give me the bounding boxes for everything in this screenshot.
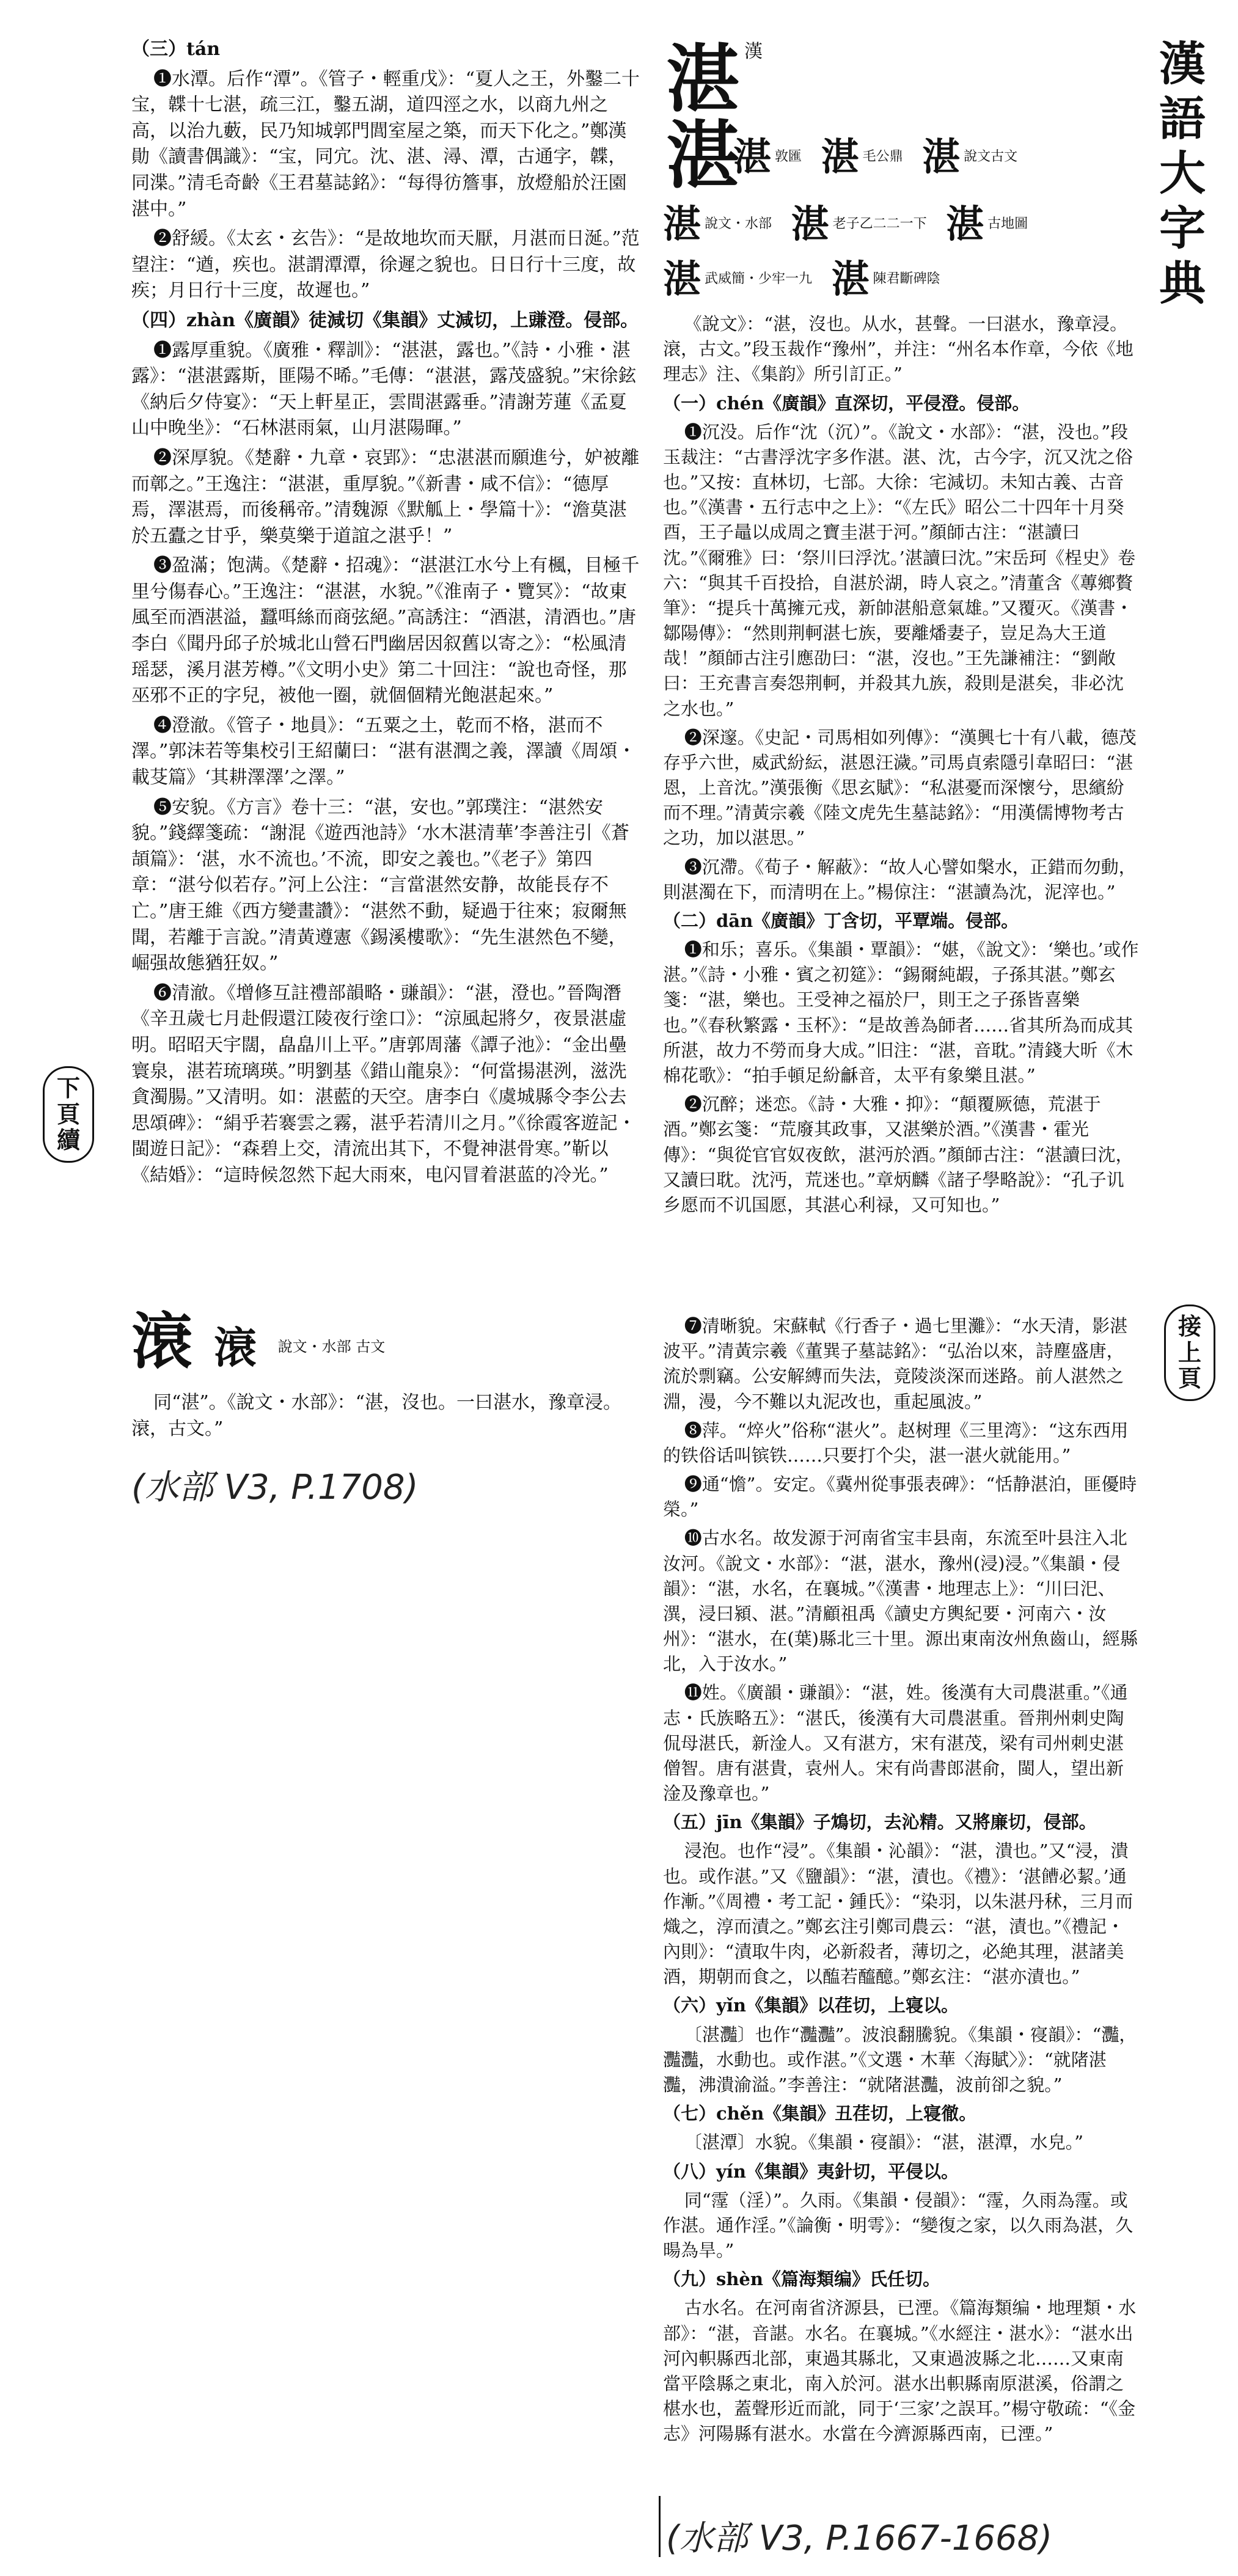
- reading-heading: （六）yǐn《集韻》以荏切，上寝以。: [663, 1995, 959, 2016]
- masthead-char: 字: [1159, 201, 1206, 256]
- continued-from-previous-mark: [1164, 1304, 1215, 1401]
- seal-caption: 說文・水部: [705, 216, 772, 232]
- second-head-caption: 說文・水部 古文: [277, 1338, 386, 1356]
- sense-paragraph: ❽萍。“焠火”俗称“湛火”。赵树理《三里湾》：“这东西用的铁俗话叫镔铁……只要打个尖，湛一湛火就能用。”: [663, 1419, 1129, 1466]
- sense-paragraph: ❷深邃。《史記・司馬相如列傳》：“漢興七十有八載，德茂存乎六世，威武紛紜，湛恩汪濊。”司馬貞索隱引韋昭曰：“湛恩，上音沈。”漢張衡《思玄賦》：“私湛憂而深懷兮，思繽紛而不理。”清黃宗羲《陸文虎先生墓誌銘》：“用漢儒博物考古之功，加以湛思。”: [663, 726, 1137, 849]
- sense-paragraph: 浸泡。也作“浸”。《集韻・沁韻》：“湛，潰也。”又“浸，潰也。或作湛。”又《鹽韻》：“湛，漬也。《禮》：‘湛𩞄必絜。’通作漸。”《周禮・考工記・鍾氏》：“染羽，以朱湛丹秫，三月而熾之，淳而漬之。”鄭玄注引鄭司農云：“湛，漬也。”《禮記・內則》：“漬取牛肉，必新殺者，薄切之，必絶其理，湛諸美酒，期朝而食之，以醢若醯醷。”鄭玄注：“湛亦漬也。”: [663, 1840, 1134, 1988]
- sense-paragraph: 〔湛灩〕也作“灩灩”。波浪翻騰貌。《集韻・寑韻》：“灩，灩灩，水動也。或作湛。”《文選・木華〈海賦〉》：“就陼湛灩，沸潰渝溢。”李善注：“就陼湛灩，波前卻之貌。”: [663, 2024, 1137, 2095]
- seal-caption: 老子乙二二一下: [832, 216, 927, 232]
- sense-paragraph: ❶露厚重貌。《廣雅・釋訓》：“湛湛，露也。”《詩・小雅・湛露》：“湛湛露斯，匪陽不晞。”毛傳：“湛湛，露茂盛貌。”宋徐鉉《納后夕侍宴》：“天上軒星正，雲間湛露垂。”清謝芳蓮《孟夏山中晚坐》：“石林湛雨氣，山月湛陽暉。”: [131, 339, 637, 439]
- sense-paragraph: ❺安貌。《方言》卷十三：“湛，安也。”郭璞注：“湛然安貌。”錢繹箋疏：“謝混《遊西池詩》‘水木湛清華’李善注引《蒼頡篇》：‘湛，水不流也。’不流，即安之義也。”《老子》第四章：“湛兮似若存。”河上公注：“言當湛然安静，故能長存不亡。”唐王維《西方變畫讚》：“湛然不動，疑過于往來；寂爾無聞，若離于言說。”清黃遵憲《錫溪樓歌》：“先生湛然色不變，崛强故態猶狂奴。”: [131, 796, 629, 975]
- sense-paragraph: ❻清澈。《增修互註禮部韻略・豏韻》：“湛，澄也。”晉陶潛《辛丑歲七月赴假還江陵夜行塗口》：“涼風起將夕，夜景湛虛明。昭昭天宇闊，皛皛川上平。”唐郭周藩《譚子池》：“金出壘寰泉，湛若琉璃瑛。”明劉基《錯山龍泉》：“何當揚湛洌，滋洗貪濁腸。”又清明。如：湛藍的天空。唐李白《虞城縣令李公去思頌碑》：“絹乎若褰雲之霧，湛乎若清川之月。”《徐霞客遊記・閩遊日記》：“森碧上交，清流出其下，不覺神湛骨寒。”靳以《結婚》：“這時候忽然下起大雨來，电闪冒着湛蓝的冷光。”: [131, 982, 636, 1186]
- reading-heading: （二）dān《廣韻》丁含切，平覃端。侵部。: [663, 910, 1019, 931]
- sense-paragraph: ⓫姓。《廣韻・豏韻》：“湛，姓。後漢有大司農湛重。”《通志・氏族略五》：“湛氏，後漢有大司農湛重。晉荆州刺史陶侃母湛氏，新淦人。又有湛方，宋有湛茂，梁有司州刺史湛僧智。唐有湛貴，袁州人。宋有尚書郎湛俞，閩人，望出新淦及豫章也。”: [663, 1682, 1128, 1804]
- head-character-repeat: 湛: [666, 112, 739, 199]
- dictionary-masthead: [1149, 37, 1216, 310]
- seal-glyph: 湛: [733, 134, 772, 179]
- sense-paragraph: 〔湛潭〕水貌。《集韻・寑韻》：“湛，湛潭，水皃。”: [684, 2132, 1083, 2153]
- margin-rule: [659, 2496, 661, 2557]
- seal-caption: 敦匯: [775, 149, 802, 164]
- sense-paragraph: ❷深厚貌。《楚辭・九章・哀郢》：“忠湛湛而願進兮，妒被離而鄣之。”王逸注：“湛湛，重厚貌。”《新書・咸不信》：“德厚焉，澤湛焉，而後稱帝。”清魏源《默觚上・學篇十》：“澹莫湛於五蠹之甘乎，樂莫樂于道誼之湛乎！”: [131, 447, 640, 547]
- head-character: [666, 36, 763, 122]
- masthead-char: 大: [1159, 146, 1206, 201]
- seal-caption: 陳君斷碑陰: [873, 271, 940, 287]
- seal-glyph: 湛: [663, 202, 701, 246]
- seal-glyph: 湛: [663, 257, 701, 301]
- ancient-forms-row-2: [663, 199, 1140, 250]
- sense-paragraph: ❸盈滿；饱满。《楚辭・招魂》：“湛湛江水兮上有楓，目極千里兮傷春心。”王逸注：“湛湛，水貌。”《淮南子・覽冥》：“故東風至而酒湛溢，蠶咡絲而商弦絕。”高誘注：“酒湛，清酒也。”唐李白《聞丹邱子於城北山營石門幽居因叙舊以寄之》：“松風清瑶瑟，溪月湛芳樽。”《文明小史》第二十回注：“說也奇怪，那巫邪不正的字兒，被他一圈，就個個精光飽湛起來。”: [131, 555, 640, 707]
- sense-paragraph: 同“霪（淫）”。久雨。《集韻・侵韻》：“霪，久雨為霪。或作湛。通作淫。”《論衡・明雩》：“變復之家，以久雨為湛，久暘為旱。”: [663, 2189, 1134, 2261]
- sense-paragraph: 古水名。在河南省济源县，已湮。《篇海類编・地理類・水部》：“湛，音諶。水名。在襄城。”《水經注・湛水》：“湛水出河內軹縣西北部，東過其縣北，又東過波縣之北……又東南當平陰縣之東北，南入於河。湛水出軹縣南原湛溪，俗謂之椹水也，蓋聲形近而訛，同于‘三家’之誤耳。”楊守敬疏：“《金志》河陽縣有湛水。水當在今濟源縣西南，已湮。”: [663, 2297, 1137, 2445]
- entry-column-top-left: [131, 37, 642, 1271]
- sense-paragraph: 同“湛”。《說文・水部》：“湛，沒也。一曰湛水，豫章浸。滖，古文。”: [131, 1392, 622, 1440]
- masthead-char: 漢: [1159, 37, 1206, 91]
- sense-paragraph: ❸沉滯。《荀子・解蔽》：“故人心譬如槃水，正錯而勿動，則湛濁在下，而清明在上。”楊倞注：“湛讀為沈，泥滓也。”: [663, 856, 1137, 902]
- seal-caption: 毛公鼎: [862, 149, 903, 164]
- sense-paragraph: ❷沉醉；迷恋。《詩・大雅・抑》：“顛覆厥德，荒湛于酒。”鄭玄箋：“荒廢其政事，又湛樂於酒。”《漢書・霍光傳》：“與從官官奴夜飲，湛沔於酒。”顏師古注：“湛讀曰沈，又讀曰耽。沈沔，荒迷也。”章炳麟《諸子學略說》：“孔子讥乡愿而不讥国愿，其湛心利禄，又可知也。”: [663, 1094, 1134, 1215]
- head-character-sup: 漢: [744, 41, 763, 62]
- sense-paragraph: ❼清晰貌。宋蘇軾《行香子・過七里灘》：“水天清，影湛波平。”清黃宗羲《董巽子墓誌銘》：“弘治以來，詩塵盛唐，流於剽竊。公安解縛而失法，竟陵淡深而迷路。前人湛然之淵，漫，今不難以丸泥改也，重起風波。”: [663, 1315, 1128, 1412]
- reading-heading: （一）chén《廣韻》直深切，平侵澄。侵部。: [663, 392, 1030, 414]
- seal-caption: 武威簡・少牢一九: [705, 271, 813, 287]
- reading-heading: （三）tán: [131, 38, 221, 60]
- sense-paragraph: ❶水潭。后作“潭”。《管子・輕重戊》：“夏人之王，外鑿二十宝，韘十七湛，疏三江，鑿五湖，道四涇之水，以商九州之高，以治九藪，民乃知城郭門閭室屋之築，而天下化之。”鄭漢勛《讀書偶識》：“宝，同宂。沈、湛、潯、潭，古通字，韘，同渫。”清毛奇齡《王君墓誌銘》：“每得彷簷事，放燈船於汪園湛中。”: [131, 68, 640, 220]
- seal-glyph: 湛: [831, 257, 870, 301]
- masthead-char: 典: [1159, 255, 1206, 310]
- reading-heading: （七）chěn《集韻》丑荏切，上寝徹。: [663, 2103, 977, 2124]
- seal-glyph: 湛: [922, 134, 961, 179]
- reading-heading: （九）shèn《篇海類编》氏任切。: [663, 2269, 940, 2290]
- mark-text: 接上頁: [1178, 1312, 1202, 1392]
- sense-paragraph: ❿古水名。故发源于河南省宝丰县南，东流至叶县注入北汝河。《說文・水部》：“湛，湛水，豫州(浸)浸。”《集韻・侵韻》：“湛，水名，在襄城。”《漢書・地理志上》：“川曰汜、潩，浸曰潁、湛。”清顧祖禹《讀史方輿紀要・河南六・汝州》：“湛水，在(葉)縣北三十里。源出東南汝州魚齒山，經縣北，入于汝水。”: [663, 1528, 1138, 1675]
- sense-paragraph: ❶沉没。后作“沈（沉）”。《說文・水部》：“湛，没也。”段玉裁注：“古書浮沈字多作湛。湛、沈，古今字，沉又沈之俗也。”又按：直林切，七部。大徐：宅減切。未知古義、古音也。”《漢書・五行志中之上》：“《左氏》昭公二十四年十月癸酉，王子鼂以成周之寶圭湛于河。”顏師古注：“湛讀曰沈。”《爾雅》曰：‘祭川曰浮沈。’湛讀曰沈。”宋岳珂《桯史》卷六：“與其千百投拾，自湛於湖，時人哀之。”清董含《蓴鄉贅筆》：“提兵十萬擁元戎，新帥湛船意氣雄。”又覆灭。《漢書・鄒陽傳》：“然則荆軻湛七族，要離燔妻子，豈足為大王道哉！”顏師古注引應劭曰：“湛，沒也。”王先謙補注：“劉敞曰：王充書言奏怨荆軻，并殺其九族，殺則是湛矣，非必沈之水也。”: [663, 421, 1136, 719]
- seal-glyph: 湛: [791, 202, 829, 246]
- ancient-forms-row-3: [663, 254, 1140, 305]
- seal-caption: 古地圖: [987, 216, 1028, 232]
- seal-caption: 說文古文: [964, 149, 1018, 164]
- seal-glyph: 湛: [946, 202, 984, 246]
- handwritten-note-top: (水部 V3, P.1708): [131, 1468, 419, 1507]
- seal-glyph: 湛: [821, 134, 859, 179]
- ancient-forms-row-1: [733, 131, 1137, 183]
- second-head-character: [131, 1305, 386, 1377]
- reading-heading: （五）jīn《集韻》子鴆切，去沁精。又將廉切，侵部。: [663, 1812, 1097, 1833]
- entry-column-top-right: [663, 312, 1140, 1271]
- mark-text: 下頁續: [57, 1074, 81, 1154]
- reading-heading: （八）yín《集韻》夷針切，平侵以。: [663, 2161, 959, 2182]
- sense-paragraph: ❷舒緩。《太玄・玄告》：“是故地坎而天厭，月湛而日涎。”范望注：“遒，疾也。湛謂潭潭，徐遲之貌也。日日行十三度，故疾；月日行十三度，故遲也。”: [131, 228, 640, 302]
- second-head-alt-glyph: 滖: [213, 1322, 257, 1373]
- masthead-char: 語: [1159, 91, 1206, 146]
- reading-heading: （四）zhàn《廣韻》徒減切《集韻》丈減切，上豏澄。侵部。: [131, 309, 639, 331]
- sense-paragraph: ❶和乐；喜乐。《集韻・覃韻》：“媅，《說文》：‘樂也。’或作湛。”《詩・小雅・賓之初筵》：“錫爾純嘏，子孫其湛。”鄭玄箋：“湛，樂也。王受神之福於尸，則王之子孫皆喜樂也。”《春秋繁露・玉杯》：“是故善為師者……省其所為而成其所湛，故力不勞而身大成。”旧注：“湛，音耽。”清錢大昕《木棉花歌》：“拍手頓足紛龢音，太平有象樂且湛。”: [663, 939, 1139, 1086]
- sense-paragraph: ❹澄澈。《管子・地員》：“五粟之土，乾而不格，湛而不澤。”郭沫若等集校引王紹蘭曰：“湛有湛潤之義，澤讀《周頌・載芟篇》‘其耕澤澤’之澤。”: [131, 714, 636, 789]
- sense-paragraph: ❾通“憺”。安定。《冀州從事張表碑》：“恬静湛泊，匪優時榮。”: [663, 1474, 1137, 1520]
- second-head-glyph: 滖: [131, 1305, 192, 1377]
- continued-next-page-mark: [43, 1066, 94, 1163]
- head-character-glyph: 湛: [666, 36, 739, 122]
- handwritten-note-bottom: (水部 V3, P.1667-1668): [666, 2519, 1053, 2558]
- sense-paragraph: 《說文》：“湛，沒也。从水，甚聲。一曰湛水，豫章浸。滖，古文。”段玉裁作“豫州”，并注：“州名本作章，今依《地理志》注、《集韵》所引訂正。”: [663, 313, 1134, 385]
- entry-column-bottom-right: [663, 1314, 1140, 2487]
